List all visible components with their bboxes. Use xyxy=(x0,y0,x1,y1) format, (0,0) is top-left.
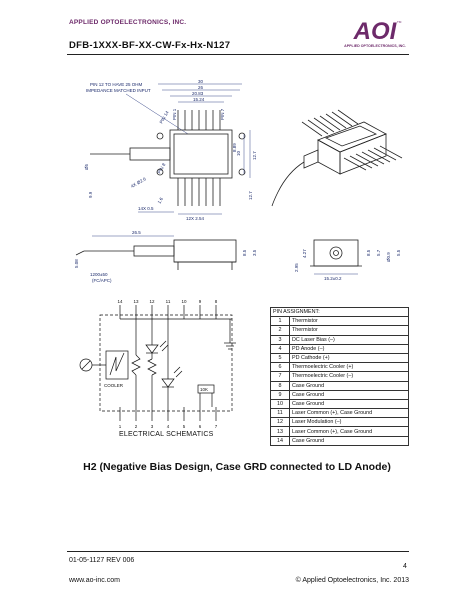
note-pin12: PIN 12 TO HAVE 25 OHM xyxy=(90,82,143,87)
dim-phi5: Ø5 xyxy=(84,163,89,170)
table-row: 2 Thermistor xyxy=(271,326,409,335)
mechanical-drawing-side-view xyxy=(70,226,270,284)
pin-assignment-table xyxy=(270,307,409,446)
dim-4-27: 4.27 xyxy=(302,249,307,258)
schematic-bottom-pin-labels xyxy=(119,424,218,429)
bottom-pin-row xyxy=(178,178,220,206)
dim-26: 26 xyxy=(198,85,204,90)
svg-text:10: 10 xyxy=(181,299,187,304)
dim-14x-0-5: 14X 0.5 xyxy=(138,206,154,211)
iso-fiber xyxy=(272,162,304,206)
dim-1-6: 1.6 xyxy=(156,196,164,205)
note-leader xyxy=(126,94,188,134)
svg-text:2: 2 xyxy=(134,424,138,429)
dim-8-89: 8.89 xyxy=(232,143,237,152)
dim-5-08: 5.08 xyxy=(74,259,79,268)
svg-text:7: 7 xyxy=(214,424,218,429)
logo-company-name: APPLIED OPTOELECTRONICS, INC. xyxy=(344,44,406,48)
label-pin1: PIN 1 xyxy=(172,108,177,120)
document-id: 01-05-1127 REV 006 xyxy=(69,557,135,564)
dim-15-2: 15.2±0.2 xyxy=(324,276,342,281)
dim-10: 10 xyxy=(236,150,241,156)
copyright-notice: © Applied Optoelectronics, Inc. 2013 xyxy=(295,577,409,584)
company-name: APPLIED OPTOELECTRONICS, INC. xyxy=(69,19,187,26)
cooler-symbol xyxy=(106,351,128,379)
thermistor-label: 10K xyxy=(200,387,209,392)
svg-text:8: 8 xyxy=(214,299,218,304)
footer-divider xyxy=(67,551,409,552)
part-number-title: DFB-1XXX-BF-XX-CW-Fx-Hx-N127 xyxy=(69,40,231,51)
dim-fc-apc: (FC/APC) xyxy=(92,278,112,283)
mechanical-drawing-top-view xyxy=(70,74,270,229)
svg-text:4: 4 xyxy=(166,424,170,429)
dim-5-5: 5.5 xyxy=(396,249,401,256)
figure-caption: H2 (Negative Bias Design, Case GRD connected to LD Anode) xyxy=(83,461,391,473)
cooler-label: COOLER xyxy=(104,383,124,388)
logo-tm: TM xyxy=(397,20,402,24)
label-pin14: PIN 14 xyxy=(158,110,170,125)
svg-text:12: 12 xyxy=(149,299,155,304)
table-row: 3 DC Laser Bias (–) xyxy=(271,335,409,344)
svg-text:9: 9 xyxy=(198,299,202,304)
svg-text:13: 13 xyxy=(133,299,139,304)
table-row: 4 PD Anode (–) xyxy=(271,344,409,353)
svg-text:1: 1 xyxy=(118,424,122,429)
table-row: 1 Thermistor xyxy=(271,317,409,326)
dim-0-9: Ø0.9 xyxy=(386,252,391,262)
table-row: 8 Case Ground xyxy=(271,381,409,390)
dim-5-7: 5.7 xyxy=(376,249,381,256)
dim-1200: 1200±50 xyxy=(90,272,108,277)
table-row: 11 Laser Common (+), Case Ground xyxy=(271,409,409,418)
top-pin-row xyxy=(178,110,220,130)
isometric-view xyxy=(268,92,408,212)
table-row: 14 Case Ground xyxy=(271,436,409,445)
svg-text:5: 5 xyxy=(182,424,186,429)
dim-2-95: 2.95 xyxy=(294,263,299,272)
side-package-body xyxy=(174,240,236,262)
label-pin8: PIN 8 xyxy=(156,162,167,175)
website-link[interactable]: www.ao-inc.com xyxy=(69,577,120,584)
end-package-body xyxy=(314,240,358,266)
table-row: 9 Case Ground xyxy=(271,390,409,399)
page-number: 4 xyxy=(403,563,407,570)
dim-26-5: 26.5 xyxy=(132,230,141,235)
table-row: 5 PD Cathode (+) xyxy=(271,353,409,362)
header-divider xyxy=(67,54,409,55)
package-body xyxy=(170,130,232,178)
dim-30: 30 xyxy=(198,79,204,84)
table-row: 12 Laser Modulation (–) xyxy=(271,418,409,427)
series-resistor-symbol xyxy=(148,359,156,375)
table-row: 6 Thermoelectric Cooler (+) xyxy=(271,363,409,372)
svg-text:6: 6 xyxy=(198,424,202,429)
pin-assignment-title: PIN ASSIGNMENT: xyxy=(271,308,409,317)
table-row: 13 Laser Common (+), Case Ground xyxy=(271,427,409,436)
dim-20-83: 20.83 xyxy=(192,91,204,96)
schematic-top-pin-labels xyxy=(117,299,217,304)
svg-text:14: 14 xyxy=(117,299,123,304)
dim-12x-2-54: 12X 2.54 xyxy=(186,216,205,221)
svg-text:11: 11 xyxy=(165,299,171,304)
svg-text:3: 3 xyxy=(150,424,154,429)
mechanical-drawing-end-view xyxy=(284,226,409,284)
dim-12-7-b: 12.7 xyxy=(248,191,253,200)
table-row: 7 Thermoelectric Cooler (–) xyxy=(271,372,409,381)
dim-15-24: 15.24 xyxy=(193,97,205,102)
note-impedance: IMPEDANCE MATCHED INPUT xyxy=(86,88,151,93)
dim-9-9: 9.9 xyxy=(88,191,93,198)
dim-12-7: 12.7 xyxy=(252,151,257,160)
dim-3-5: 3.5 xyxy=(252,249,257,256)
dim-4x-phi2-6: 4X Ø2.6 xyxy=(130,176,147,189)
laser-diode-symbol xyxy=(146,345,158,353)
pin-table-header-row xyxy=(271,308,409,317)
logo-text: AOI xyxy=(353,18,397,45)
dim-8-5-b: 8.5 xyxy=(366,249,371,256)
dim-8-5: 8.5 xyxy=(242,249,247,256)
electrical-schematic xyxy=(70,295,250,430)
label-pin7: PIN 7 xyxy=(220,108,225,120)
schematic-title: ELECTRICAL SCHEMATICS xyxy=(119,431,214,438)
photodiode-symbol xyxy=(162,379,174,387)
table-row: 10 Case Ground xyxy=(271,399,409,408)
